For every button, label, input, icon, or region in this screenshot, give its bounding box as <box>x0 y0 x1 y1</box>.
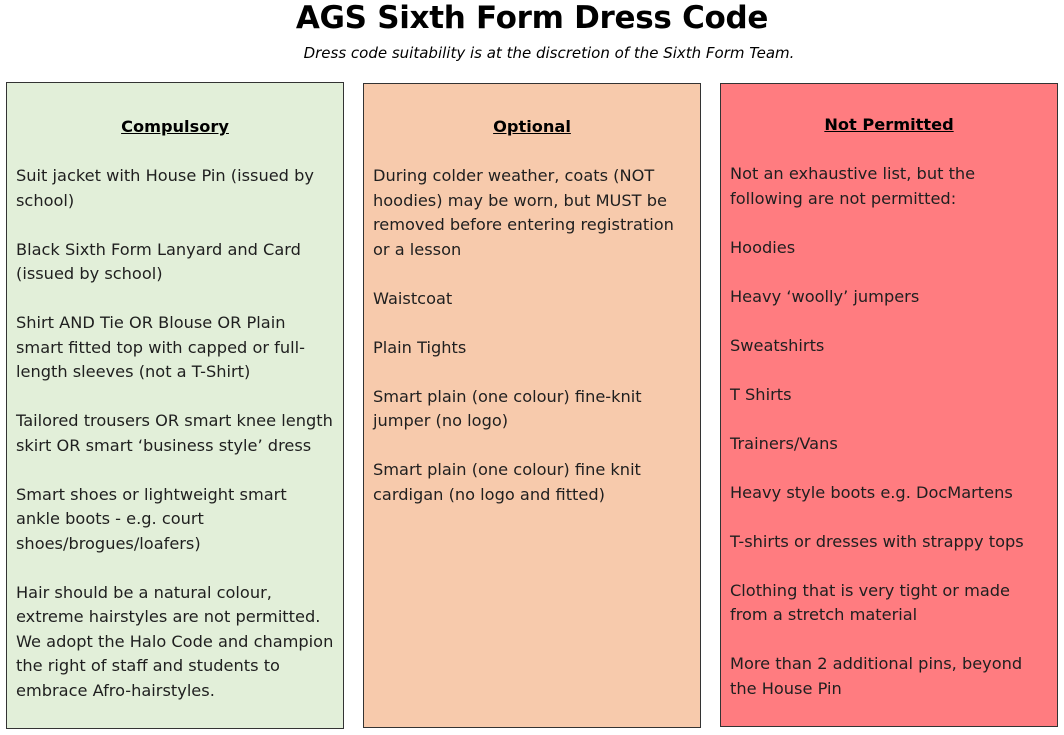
list-item: Black Sixth Form Lanyard and Card (issued by school) <box>16 239 301 283</box>
optional-heading: Optional <box>493 117 571 136</box>
list-item: T-shirts or dresses with strappy tops <box>730 531 1024 551</box>
list-item: Trainers/Vans <box>730 433 838 453</box>
not-permitted-list <box>730 236 1048 702</box>
optional-list <box>373 164 691 507</box>
page-title: AGS Sixth Form Dress Code <box>295 0 769 36</box>
list-item: Tailored trousers OR smart knee length skirt OR smart ‘business style’ dress <box>16 411 333 455</box>
compulsory-column <box>6 82 344 729</box>
list-item: Smart shoes or lightweight smart ankle boots - e.g. court shoes/brogues/loafers) <box>16 484 287 553</box>
list-item: Shirt AND Tie OR Blouse OR Plain smart fitted top with capped or full-length sleeves (not a T-Shirt) <box>16 313 305 381</box>
not-permitted-column <box>720 83 1058 727</box>
compulsory-list <box>16 164 334 703</box>
list-item: Suit jacket with House Pin (issued by school) <box>16 166 314 210</box>
not-permitted-intro: Not an exhaustive list, but the following are not permitted: <box>730 164 976 208</box>
list-item: Sweatshirts <box>730 335 825 355</box>
compulsory-heading: Compulsory <box>121 117 229 136</box>
list-item: Clothing that is very tight or made from a stretch material <box>730 580 1011 624</box>
list-item: Heavy ‘woolly’ jumpers <box>730 286 920 306</box>
list-item: More than 2 additional pins, beyond the House Pin <box>730 654 1023 698</box>
list-item: Waistcoat <box>373 288 453 308</box>
list-item: Heavy style boots e.g. DocMartens <box>730 482 1013 502</box>
list-item: T Shirts <box>730 384 792 404</box>
list-item: Hair should be a natural colour, extreme hairstyles are not permitted. We adopt the Halo Code and champion the right of staff and students to embrace Afro-hairstyles. <box>16 582 334 700</box>
not-permitted-heading: Not Permitted <box>824 115 954 134</box>
list-item: Smart plain (one colour) fine knit cardigan (no logo and fitted) <box>373 460 641 504</box>
list-item: Smart plain (one colour) fine-knit jumper (no logo) <box>373 386 642 430</box>
page-subtitle: Dress code suitability is at the discretion of the Sixth Form Team. <box>303 44 795 62</box>
list-item: Hoodies <box>730 237 796 257</box>
list-item: Plain Tights <box>373 337 467 357</box>
optional-column <box>363 83 701 728</box>
list-item: During colder weather, coats (NOT hoodies) may be worn, but MUST be removed before entering registration or a lesson <box>373 166 674 259</box>
